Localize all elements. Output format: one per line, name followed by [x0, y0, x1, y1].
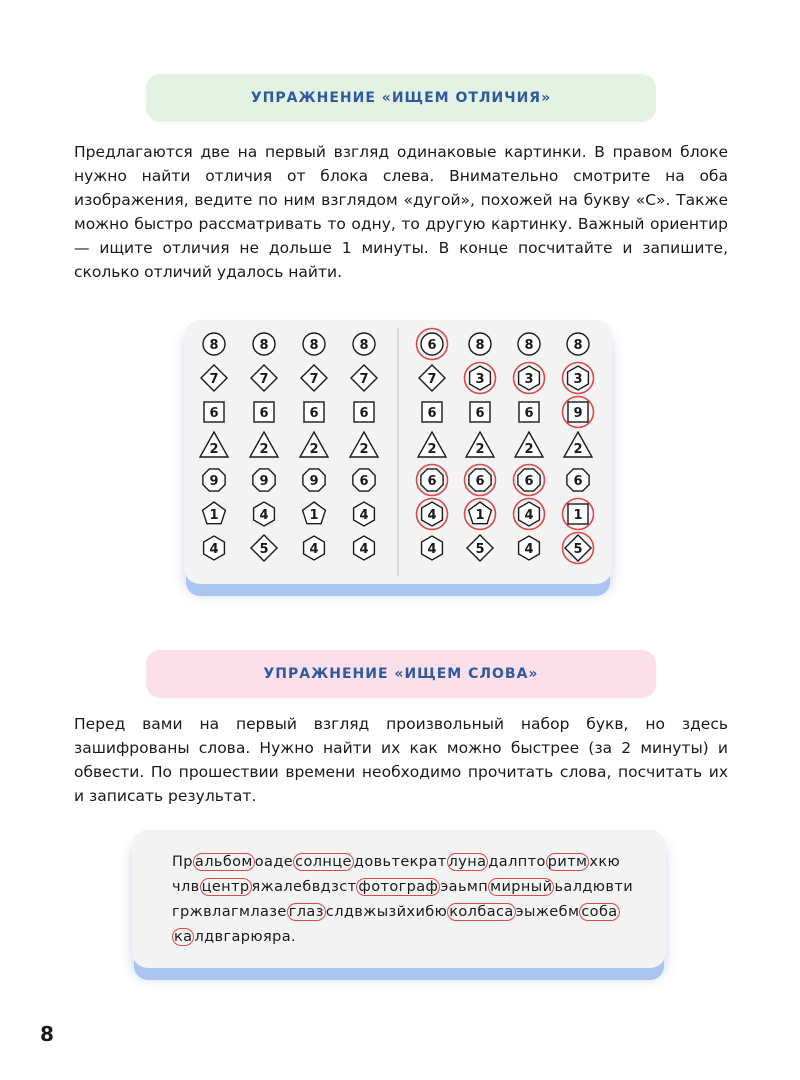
left-symbol-r7-c1 — [204, 536, 225, 560]
symbol-digit: 6 — [427, 406, 437, 421]
found-word: луна — [448, 854, 487, 870]
symbol-digit: 8 — [359, 338, 369, 353]
left-symbol-r4-c1 — [200, 432, 228, 457]
left-symbol-r3-c3 — [304, 402, 324, 422]
left-symbol-r2-c2 — [251, 365, 277, 391]
right-symbol-r2-c4 — [563, 363, 594, 394]
left-symbol-r7-c2 — [251, 535, 277, 561]
page-number: 8 — [40, 1022, 54, 1046]
left-symbol-r5-c4 — [353, 469, 375, 491]
symbol-digit: 1 — [573, 508, 583, 523]
left-symbol-r2-c4 — [351, 365, 377, 391]
letter-segment: Пр — [172, 854, 193, 870]
left-symbol-r5-c2 — [253, 469, 275, 491]
symbol-digit: 5 — [259, 542, 269, 557]
right-symbol-r1-c1 — [417, 329, 448, 360]
left-symbol-r6-c2 — [254, 502, 275, 526]
symbol-digit: 6 — [475, 406, 485, 421]
symbol-digit: 8 — [259, 338, 269, 353]
left-symbol-r6-c4 — [354, 502, 375, 526]
symbol-digit: 4 — [524, 508, 534, 523]
exercise1-title: УПРАЖНЕНИЕ «ИЩЕМ ОТЛИЧИЯ» — [146, 74, 656, 122]
right-symbol-r4-c3 — [515, 432, 543, 457]
symbol-digit: 6 — [209, 406, 219, 421]
found-word: глаз — [288, 904, 324, 920]
symbol-digit: 4 — [359, 542, 369, 557]
letter-puzzle — [172, 850, 633, 950]
symbol-digit: 6 — [309, 406, 319, 421]
left-symbol-r7-c4 — [354, 536, 375, 560]
symbol-digit: 4 — [524, 542, 534, 557]
letter-segment: эыжебм — [515, 904, 580, 920]
symbol-digit: 2 — [524, 442, 534, 457]
right-symbol-r3-c4 — [563, 397, 594, 428]
symbol-digit: 6 — [259, 406, 269, 421]
symbol-digit: 8 — [475, 338, 485, 353]
right-symbol-r7-c2 — [467, 535, 493, 561]
right-symbol-r6-c3 — [514, 499, 545, 530]
right-symbol-r7-c4 — [563, 533, 594, 564]
symbol-digit: 2 — [259, 442, 269, 457]
left-symbol-r3-c1 — [204, 402, 224, 422]
symbol-digit: 2 — [475, 442, 485, 457]
found-word: мирный — [490, 879, 553, 895]
symbol-digit: 6 — [359, 406, 369, 421]
right-symbol-r1-c3 — [518, 333, 540, 355]
left-symbol-r2-c1 — [201, 365, 227, 391]
letter-segment: хкю — [589, 854, 621, 870]
symbol-digit: 2 — [427, 442, 437, 457]
differences-grid — [184, 320, 612, 584]
symbol-digit: 4 — [427, 542, 437, 557]
right-symbol-r6-c2 — [465, 499, 496, 530]
right-symbol-r4-c4 — [564, 432, 592, 457]
found-word: соба — [581, 904, 618, 920]
symbol-digit: 6 — [427, 474, 437, 489]
letter-line — [172, 850, 633, 875]
symbol-digit: 2 — [209, 442, 219, 457]
left-symbol-r5-c1 — [203, 469, 225, 491]
symbol-digit: 8 — [209, 338, 219, 353]
symbol-digit: 8 — [524, 338, 534, 353]
symbol-digit: 2 — [573, 442, 583, 457]
left-symbol-r4-c3 — [300, 432, 328, 457]
left-symbol-r1-c2 — [253, 333, 275, 355]
letter-segment: слдвжызйхибю — [325, 904, 448, 920]
left-symbol-r3-c2 — [254, 402, 274, 422]
symbol-digit: 3 — [524, 372, 534, 387]
letter-segment: довьтекрат — [353, 854, 447, 870]
right-symbol-r2-c2 — [465, 363, 496, 394]
left-symbol-r5-c3 — [303, 469, 325, 491]
right-symbol-r5-c3 — [514, 465, 545, 496]
left-symbol-r1-c4 — [353, 333, 375, 355]
symbol-digit: 6 — [475, 474, 485, 489]
left-symbol-r7-c3 — [304, 536, 325, 560]
left-symbol-r1-c1 — [203, 333, 225, 355]
symbol-digit: 2 — [359, 442, 369, 457]
symbol-digit: 3 — [573, 372, 583, 387]
right-symbol-r5-c2 — [465, 465, 496, 496]
right-symbol-r5-c1 — [417, 465, 448, 496]
right-symbol-r5-c4 — [567, 469, 589, 491]
right-symbol-r3-c1 — [422, 402, 442, 422]
found-word: альбом — [194, 854, 253, 870]
symbol-digit: 6 — [524, 406, 534, 421]
letter-line — [172, 900, 633, 925]
symbol-digit: 3 — [475, 372, 485, 387]
symbol-digit: 8 — [573, 338, 583, 353]
symbol-digit: 5 — [573, 542, 583, 557]
symbol-digit: 6 — [524, 474, 534, 489]
symbol-digit: 6 — [427, 338, 437, 353]
left-symbol-r4-c2 — [250, 432, 278, 457]
right-symbol-r3-c2 — [470, 402, 490, 422]
symbol-digit: 7 — [259, 372, 269, 387]
letter-segment: яжалебвдзст — [251, 879, 357, 895]
symbol-digit: 9 — [309, 474, 319, 489]
left-symbol-r2-c3 — [301, 365, 327, 391]
letter-segment: лдвгарюяра. — [194, 929, 297, 945]
symbol-digit: 4 — [209, 542, 219, 557]
letter-segment: эаьмп — [440, 879, 489, 895]
right-symbol-r2-c1 — [419, 365, 445, 391]
left-symbol-r3-c4 — [354, 402, 374, 422]
letters-card — [132, 830, 666, 968]
letter-line — [172, 875, 633, 900]
exercise2-title: УПРАЖНЕНИЕ «ИЩЕМ СЛОВА» — [146, 650, 656, 698]
symbol-digit: 4 — [427, 508, 437, 523]
symbol-digit: 1 — [475, 508, 485, 523]
right-symbol-r1-c2 — [469, 333, 491, 355]
left-symbol-r6-c1 — [203, 502, 226, 524]
symbol-digit: 4 — [309, 542, 319, 557]
letter-segment: оаде — [254, 854, 294, 870]
symbol-digit: 9 — [209, 474, 219, 489]
right-symbol-r1-c4 — [567, 333, 589, 355]
right-symbol-r6-c4 — [563, 499, 594, 530]
found-word: центр — [201, 879, 250, 895]
symbol-digit: 7 — [427, 372, 437, 387]
symbol-digit: 9 — [259, 474, 269, 489]
letter-segment: члв — [172, 879, 200, 895]
found-word: ритм — [547, 854, 588, 870]
left-symbol-r4-c4 — [350, 432, 378, 457]
symbol-digit: 8 — [309, 338, 319, 353]
letter-line — [172, 925, 633, 950]
found-word: солнце — [295, 854, 352, 870]
exercise2-text: Перед вами на первый взгляд произвольный набор букв, но здесь зашифрованы слова. Нужно найти их как можно быстрее (за 2 минуты) и обвести. По прошествии времени необходимо прочитать слова, посчитать их и записать результат. — [74, 715, 728, 805]
right-symbol-r7-c3 — [519, 536, 540, 560]
right-symbol-r2-c3 — [514, 363, 545, 394]
right-symbol-r4-c2 — [466, 432, 494, 457]
symbol-digit: 9 — [573, 406, 583, 421]
symbol-digit: 4 — [359, 508, 369, 523]
symbol-digit: 6 — [359, 474, 369, 489]
letter-segment: ьалдювти — [554, 879, 634, 895]
letter-segment: гржвлагмлазе — [172, 904, 287, 920]
right-symbol-r3-c3 — [519, 402, 539, 422]
right-symbol-r7-c1 — [422, 536, 443, 560]
exercise1-text: Предлагаются две на первый взгляд одинаковые картинки. В правом блоке нужно найти отличия от блока слева. Внимательно смотрите на оба изображения, ведите по ним взглядом «дугой», похожей на букву «С». Также можно быстро рассматривать то одну, то другую картинку. Важный ориентир — ищите отличия не дольше 1 минуты. В конце посчитайте и запишите, сколько отличий удалось найти. — [74, 143, 728, 281]
symbol-digit: 1 — [309, 508, 319, 523]
symbol-digit: 7 — [359, 372, 369, 387]
right-symbol-r4-c1 — [418, 432, 446, 457]
found-word: ка — [174, 929, 193, 945]
found-word: колбаса — [449, 904, 514, 920]
symbol-digit: 7 — [309, 372, 319, 387]
found-word: фотограф — [358, 879, 439, 895]
symbol-digit: 4 — [259, 508, 269, 523]
right-symbol-r6-c1 — [417, 499, 448, 530]
symbol-digit: 6 — [573, 474, 583, 489]
left-symbol-r1-c3 — [303, 333, 325, 355]
left-symbol-r6-c3 — [303, 502, 326, 524]
letter-segment: далпто — [488, 854, 546, 870]
differences-card — [184, 320, 612, 584]
symbol-digit: 7 — [209, 372, 219, 387]
symbol-digit: 5 — [475, 542, 485, 557]
symbol-digit: 1 — [209, 508, 219, 523]
symbol-digit: 2 — [309, 442, 319, 457]
